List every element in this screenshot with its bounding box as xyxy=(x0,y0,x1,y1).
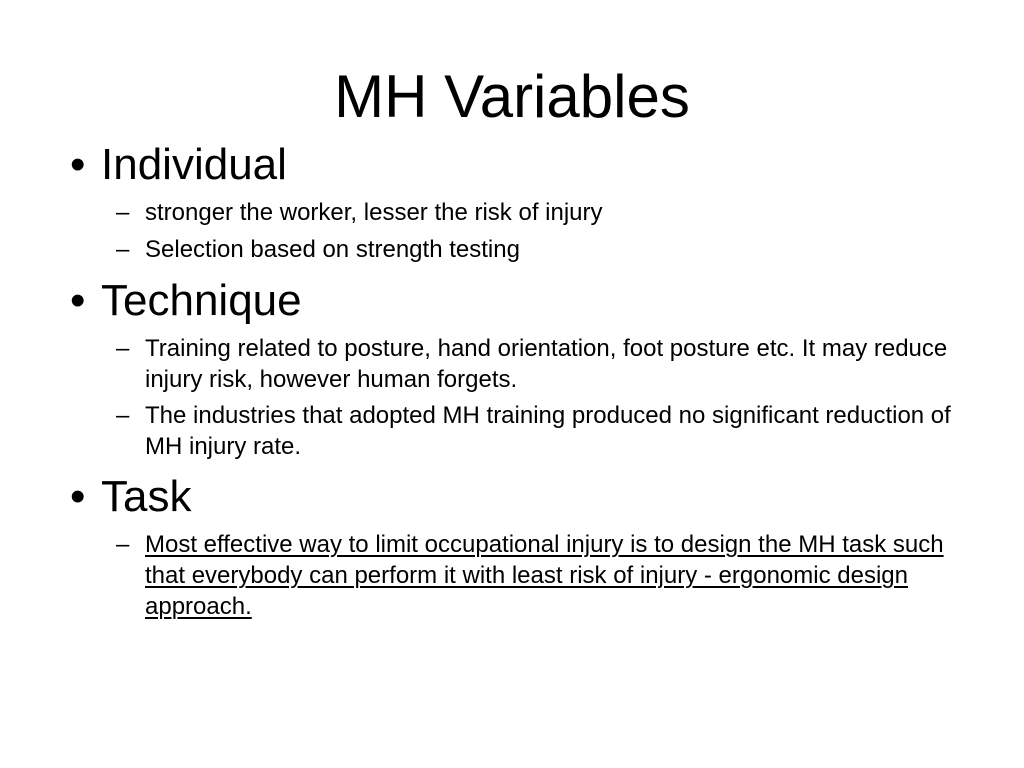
slide-title: MH Variables xyxy=(334,63,690,130)
dash-icon: – xyxy=(116,531,130,558)
bullet-icon: • xyxy=(70,276,86,325)
heading-task: Task xyxy=(101,472,192,521)
sub-bullet-text: Training related to posture, hand orientation, foot posture etc. It may reduce injury risk, however human forgets. xyxy=(145,335,948,393)
sub-bullet-text-underlined: Most effective way to limit occupational injury is to design the MH task such that everybody can perform it with least risk of injury - ergonomic design approach. xyxy=(145,531,944,620)
sub-bullet-text: stronger the worker, lesser the risk of injury xyxy=(145,199,603,226)
bullet-icon: • xyxy=(70,472,86,521)
dash-icon: – xyxy=(116,236,130,263)
sub-bullet-text: The industries that adopted MH training produced no significant reduction of MH injury rate. xyxy=(145,402,951,460)
dash-icon: – xyxy=(116,402,130,429)
sub-bullet-text: Selection based on strength testing xyxy=(145,236,520,263)
heading-technique: Technique xyxy=(101,276,302,325)
heading-individual: Individual xyxy=(101,140,287,189)
bullet-icon: • xyxy=(70,140,86,189)
dash-icon: – xyxy=(116,335,130,362)
dash-icon: – xyxy=(116,199,130,226)
